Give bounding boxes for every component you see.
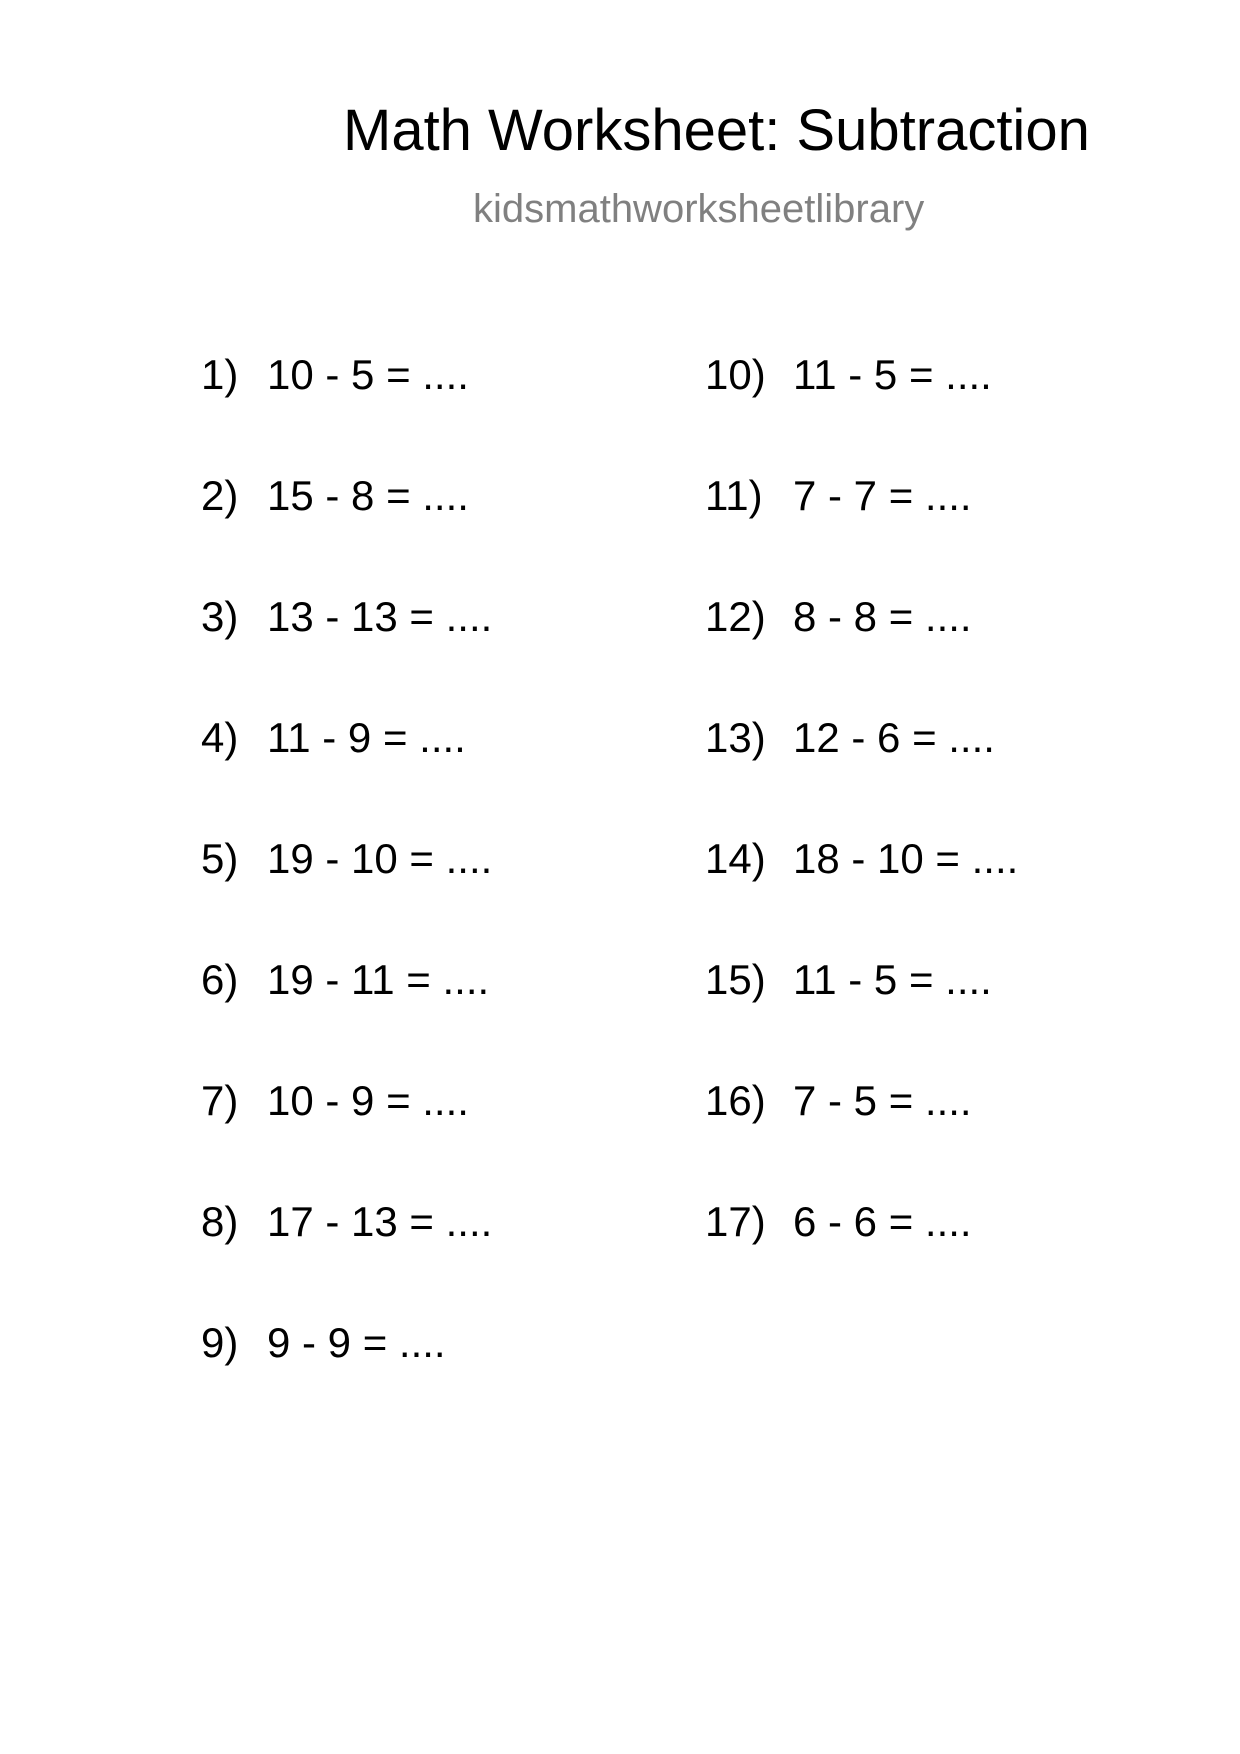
problem-item (705, 1076, 1018, 1197)
problem-item (705, 471, 1018, 592)
problem-expression: 10 - 5 = .... (267, 351, 469, 398)
problem-expression: 19 - 11 = .... (267, 956, 490, 1003)
page-title: Math Worksheet: Subtraction (343, 98, 1090, 163)
problem-item (705, 955, 1018, 1076)
problem-item (201, 471, 492, 592)
problem-item (201, 1318, 492, 1439)
problem-item (201, 713, 492, 834)
problem-number: 11) (705, 472, 763, 519)
problem-expression: 15 - 8 = .... (267, 472, 469, 519)
problem-number: 12) (705, 593, 766, 640)
problem-expression: 19 - 10 = .... (267, 835, 493, 882)
problem-number: 6) (201, 956, 239, 1003)
problem-number: 14) (705, 835, 766, 882)
problem-item (705, 592, 1018, 713)
problem-expression: 18 - 10 = .... (793, 835, 1019, 882)
problem-expression: 7 - 5 = .... (793, 1077, 972, 1124)
problem-expression: 17 - 13 = .... (267, 1198, 493, 1245)
problem-number: 5) (201, 835, 239, 882)
problem-expression: 10 - 9 = .... (267, 1077, 469, 1124)
problem-expression: 11 - 9 = .... (267, 714, 466, 761)
problem-item (705, 350, 1018, 471)
problem-number: 8) (201, 1198, 239, 1245)
problem-number: 3) (201, 593, 239, 640)
problem-number: 4) (201, 714, 239, 761)
problem-number: 2) (201, 472, 239, 519)
problem-item (201, 955, 492, 1076)
problem-item (705, 713, 1018, 834)
problem-expression: 6 - 6 = .... (793, 1198, 972, 1245)
problem-number: 9) (201, 1319, 239, 1366)
problem-item (705, 834, 1018, 955)
problem-expression: 7 - 7 = .... (793, 472, 972, 519)
problem-number: 10) (705, 351, 766, 398)
problem-number: 7) (201, 1077, 239, 1124)
problem-column-left (201, 350, 492, 1439)
problem-number: 13) (705, 714, 766, 761)
problem-expression: 9 - 9 = .... (267, 1319, 446, 1366)
problem-item (201, 592, 492, 713)
problem-number: 1) (201, 351, 239, 398)
problem-item (705, 1197, 1018, 1318)
problem-expression: 13 - 13 = .... (267, 593, 493, 640)
problem-expression: 11 - 5 = .... (793, 956, 992, 1003)
problem-expression: 12 - 6 = .... (793, 714, 995, 761)
problem-item (201, 834, 492, 955)
problem-item (201, 350, 492, 471)
problem-column-right (705, 350, 1018, 1318)
page-subtitle: kidsmathworksheetlibrary (473, 187, 925, 231)
problem-expression: 8 - 8 = .... (793, 593, 972, 640)
problem-number: 15) (705, 956, 766, 1003)
problem-item (201, 1197, 492, 1318)
problem-item (201, 1076, 492, 1197)
problem-expression: 11 - 5 = .... (793, 351, 992, 398)
problem-number: 16) (705, 1077, 766, 1124)
problem-number: 17) (705, 1198, 766, 1245)
